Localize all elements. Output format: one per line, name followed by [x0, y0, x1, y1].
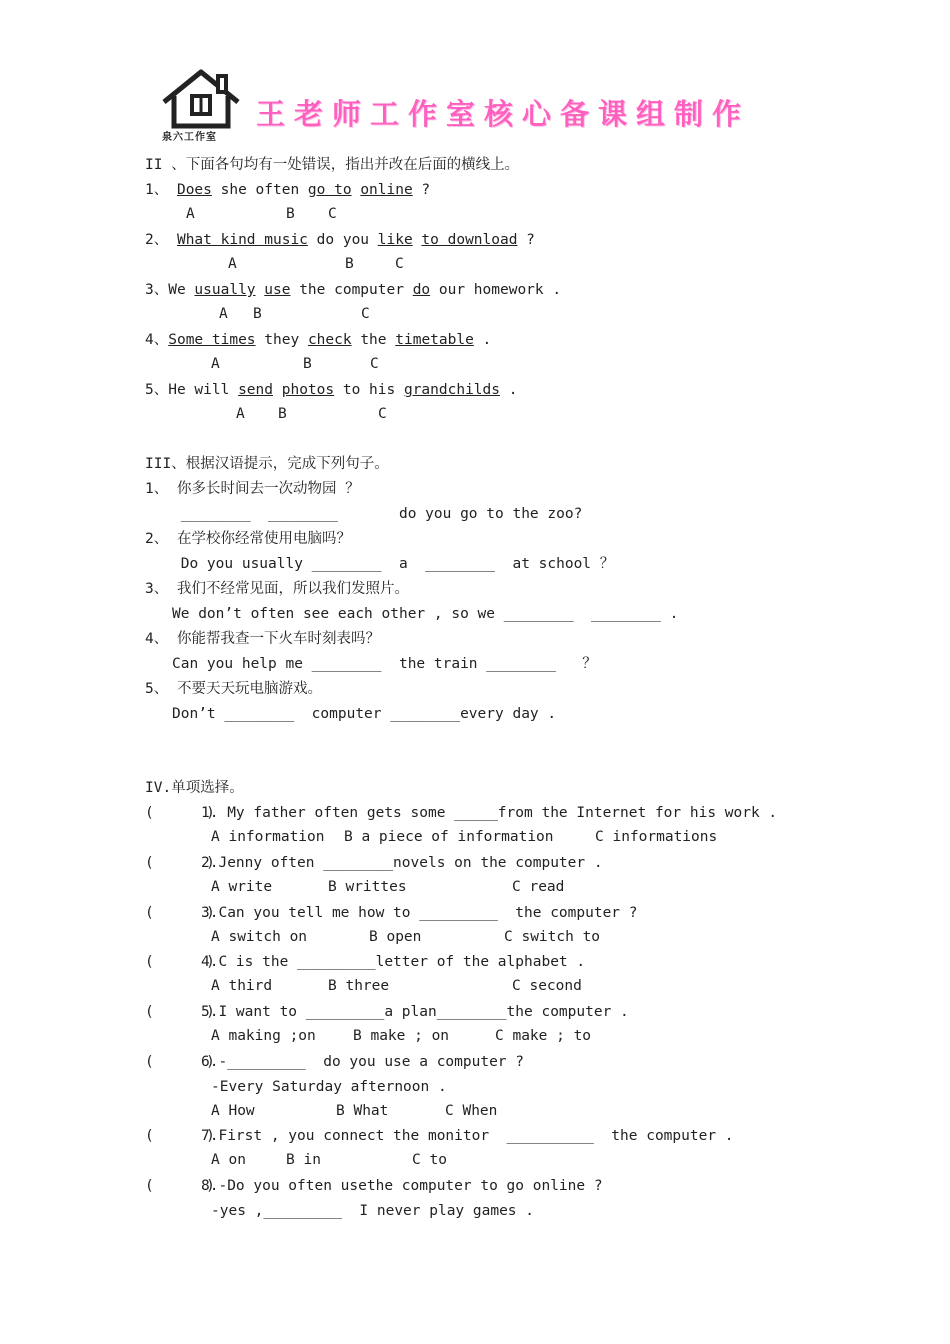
option-label: B [286, 206, 295, 222]
question-text: 7.First , you connect the monitor __________ the computer . [201, 1128, 734, 1144]
answer-bracket: ( ) [145, 905, 215, 921]
answer-bracket: ( ) [145, 1178, 215, 1194]
sentence-text: ? [412, 182, 431, 198]
option-label: C [378, 406, 387, 422]
underlined-segment: go to [307, 182, 352, 198]
underlined-segment: do [412, 282, 431, 298]
option-label: A [219, 306, 228, 322]
question-text: 2.Jenny often ________novels on the computer . [201, 855, 603, 871]
option-b: B What [336, 1103, 389, 1119]
answer-bracket: ( ) [145, 805, 215, 821]
section-3-en-4: Can you help me ________ the train ________ ？ [172, 656, 597, 672]
option-label: A [211, 356, 220, 372]
option-b: B three [328, 978, 390, 994]
section-3-cn-1: 1、 你多长时间去一次动物园 ？ [145, 481, 360, 497]
sentence-text: 5、He will [145, 382, 239, 398]
underlined-segment: like [377, 232, 413, 248]
underlined-segment: to download [421, 232, 518, 248]
option-a: A making ;on [211, 1028, 316, 1044]
option-c: C switch to [504, 929, 601, 945]
question-text: 1. My father often gets some _____from the Internet for his work . [201, 805, 778, 821]
section-3-title: III、根据汉语提示，完成下列句子。 [145, 456, 389, 472]
option-label: C [328, 206, 337, 222]
section-3-en-5: Don’t ________ computer ________every day . [172, 706, 557, 722]
question-reply: -yes ,_________ I never play games . [211, 1203, 535, 1219]
option-b: B writtes [328, 879, 407, 895]
option-a: A switch on [211, 929, 308, 945]
question-text: 8.-Do you often usethe computer to go online ? [201, 1178, 603, 1194]
underlined-segment: send [238, 382, 273, 398]
option-c: C to [412, 1152, 447, 1168]
sentence-text: do you [307, 232, 378, 248]
question-text: 4.C is the _________letter of the alphabet . [201, 954, 586, 970]
underlined-segment: timetable [395, 332, 474, 348]
underlined-segment: usually [194, 282, 256, 298]
section-3-cn-2: 2、 在学校你经常使用电脑吗？ [145, 531, 351, 547]
option-a: A How [211, 1103, 255, 1119]
option-b: B in [286, 1152, 321, 1168]
sentence-text [256, 282, 265, 298]
underlined-segment: photos [281, 382, 335, 398]
sentence-text: the computer [290, 282, 413, 298]
section-2-question-1 [145, 181, 430, 199]
option-label: C [370, 356, 379, 372]
option-b: B make ; on [353, 1028, 450, 1044]
section-2-question-5 [145, 381, 517, 399]
question-text: 3.Can you tell me how to _________ the computer ? [201, 905, 638, 921]
section-3-cn-3: 3、 我们不经常见面，所以我们发照片。 [145, 581, 409, 597]
answer-bracket: ( ) [145, 1128, 215, 1144]
section-3-en-1: ________ ________ do you go to the zoo? [172, 506, 583, 522]
sentence-text [352, 182, 361, 198]
option-c: C When [445, 1103, 498, 1119]
sentence-text: 3、We [145, 282, 195, 298]
section-2-question-3 [145, 281, 561, 299]
sentence-text: they [255, 332, 308, 348]
answer-bracket: ( ) [145, 954, 215, 970]
option-a: A on [211, 1152, 246, 1168]
sentence-text: the [351, 332, 396, 348]
underlined-segment: Does [176, 182, 212, 198]
option-c: C informations [595, 829, 718, 845]
answer-bracket: ( ) [145, 855, 215, 871]
underlined-segment: check [307, 332, 352, 348]
sentence-text: . [500, 382, 518, 398]
section-2-question-2 [145, 231, 535, 249]
answer-bracket: ( ) [145, 1004, 215, 1020]
section-3-en-3: We don’t often see each other , so we ________ ________ . [172, 606, 679, 622]
option-label: B [253, 306, 262, 322]
option-label: B [303, 356, 312, 372]
section-3-cn-5: 5、 不要天天玩电脑游戏。 [145, 681, 322, 697]
sentence-text [273, 382, 282, 398]
section-3-en-2: Do you usually ________ a ________ at school ？ [172, 556, 615, 572]
sentence-text: . [473, 332, 492, 348]
option-c: C read [512, 879, 565, 895]
option-c: C make ; to [495, 1028, 592, 1044]
sentence-text [168, 232, 177, 248]
answer-bracket: ( ) [145, 1054, 215, 1070]
option-label: B [345, 256, 354, 272]
sentence-text: 4、 [145, 332, 169, 348]
option-b: B a piece of information [344, 829, 554, 845]
option-label: C [395, 256, 404, 272]
underlined-segment: use [264, 282, 291, 298]
sentence-text: she often [211, 182, 308, 198]
underlined-segment: Some times [168, 332, 256, 348]
sentence-text: ? [517, 232, 535, 248]
underlined-segment: grandchilds [403, 382, 500, 398]
underlined-segment: online [360, 182, 413, 198]
option-label: A [228, 256, 237, 272]
sentence-text: to his [334, 382, 404, 398]
sentence-text [168, 182, 177, 198]
option-a: A write [211, 879, 273, 895]
section-4-title: IV.单项选择。 [145, 780, 244, 796]
section-2-question-4 [145, 331, 491, 349]
question-text: 6.-_________ do you use a computer ? [201, 1054, 525, 1070]
section-3-cn-4: 4、 你能帮我查一下火车时刻表吗？ [145, 631, 380, 647]
question-text: 5.I want to _________a plan________the computer . [201, 1004, 629, 1020]
underlined-segment: What kind music [176, 232, 308, 248]
sentence-text: 1、 [145, 182, 169, 198]
section-2-title: II 、下面各句均有一处错误，指出并改在后面的横线上。 [145, 157, 520, 173]
question-reply: -Every Saturday afternoon . [211, 1079, 447, 1095]
option-label: A [186, 206, 195, 222]
option-c: C second [512, 978, 582, 994]
option-b: B open [369, 929, 422, 945]
option-label: B [278, 406, 287, 422]
option-a: A third [211, 978, 273, 994]
option-label: C [361, 306, 370, 322]
option-label: A [236, 406, 245, 422]
option-a: A information [211, 829, 325, 845]
sentence-text: our homework . [430, 282, 562, 298]
logo-caption: 泉六工作室 [162, 132, 217, 143]
sentence-text: 2、 [145, 232, 169, 248]
banner-title: 王老师工作室核心备课组制作 [256, 97, 751, 131]
